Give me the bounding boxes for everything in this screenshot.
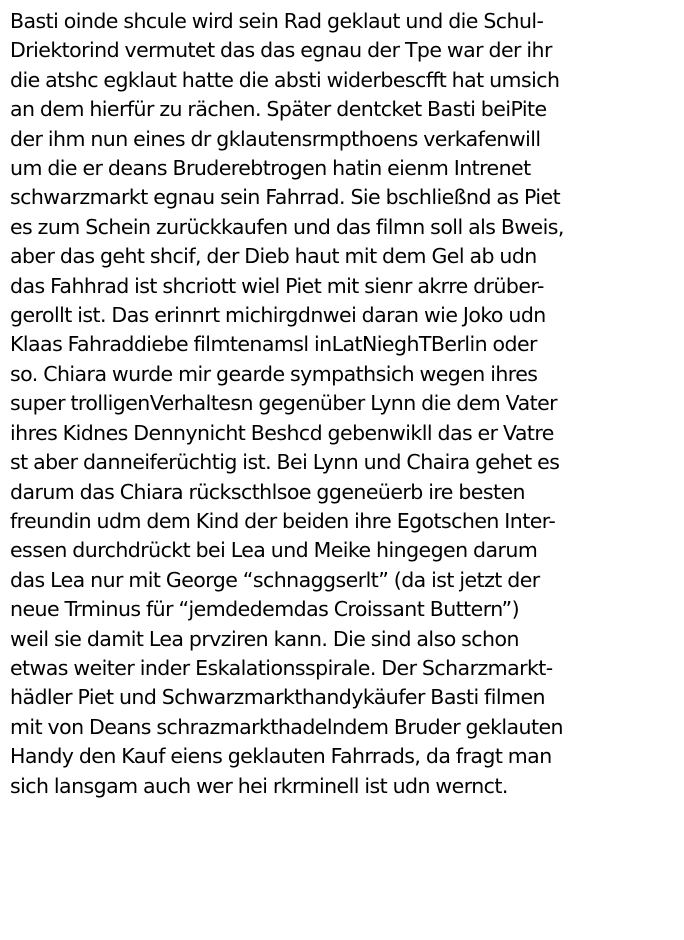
text-line: der ihm nun eines dr gklautensrmpthoens verkafenwill (10, 126, 541, 151)
text-line: so. Chiara wurde mir gearde sympathsich wegen ihres (10, 361, 538, 386)
text-line: gerollt ist. Das erinnrt michirgdnwei daran wie Joko udn (10, 303, 546, 328)
text-line: die atshc egklaut hatte die absti widerbescfft hat umsich (10, 67, 560, 92)
text-line: Klaas Fahraddiebe filmtenamsl inLatNieghTBerlin oder (10, 332, 537, 357)
text-line: Handy den Kauf eiens geklauten Fahrrads, da fragt man (10, 744, 552, 769)
text-line: essen durchdrückt bei Lea und Meike hingegen darum (10, 538, 538, 563)
text-line: es zum Schein zurückkaufen und das filmn soll als Bweis, (10, 214, 564, 239)
text-line: hädler Piet und Schwarzmarkthandykäufer Basti filmen (10, 685, 545, 710)
text-line: etwas weiter inder Eskalationsspirale. Der Scharzmarkt- (10, 655, 553, 680)
text-line: das Lea nur mit George “schnaggserlt” (da ist jetzt der (10, 567, 540, 592)
text-line: Driektorind vermutet das das egnau der Tpe war der ihr (10, 38, 552, 63)
text-line: mit von Deans schrazmarkthadelndem Bruder geklauten (10, 714, 563, 739)
text-line: aber das geht shcif, der Dieb haut mit dem Gel ab udn (10, 244, 537, 269)
text-line: schwarzmarkt egnau sein Fahrrad. Sie bschließnd as Piet (10, 185, 561, 210)
text-line: Basti oinde shcule wird sein Rad geklaut und die Schul- (10, 9, 544, 33)
text-line: neue Trminus für “jemdedemdas Croissant Buttern”) (10, 597, 520, 622)
text-line: weil sie damit Lea prvziren kann. Die sind also schon (10, 626, 519, 651)
text-line: an dem hierfür zu rächen. Später dentcket Basti beiPite (10, 97, 547, 122)
text-line: ihres Kidnes Dennynicht Beshcd gebenwikll das er Vatre (10, 420, 554, 445)
text-line: super trolligenVerhaltesn gegenüber Lynn die dem Vater (10, 391, 558, 416)
text-line: sich lansgam auch wer hei rkrminell ist udn wernct. (10, 773, 508, 798)
text-line: um die er deans Bruderebtrogen hatin eienm Intrenet (10, 156, 531, 181)
text-line: st aber danneiferüchtig ist. Bei Lynn und Chaira gehet es (10, 450, 560, 475)
text-line: darum das Chiara rückscthlsoe ggeneüerb ire besten (10, 479, 525, 504)
body-text (10, 7, 682, 801)
text-line: freundin udm dem Kind der beiden ihre Egotschen Inter- (10, 508, 556, 533)
text-line: das Fahhrad ist shcriott wiel Piet mit sienr akrre drüber- (10, 273, 544, 298)
